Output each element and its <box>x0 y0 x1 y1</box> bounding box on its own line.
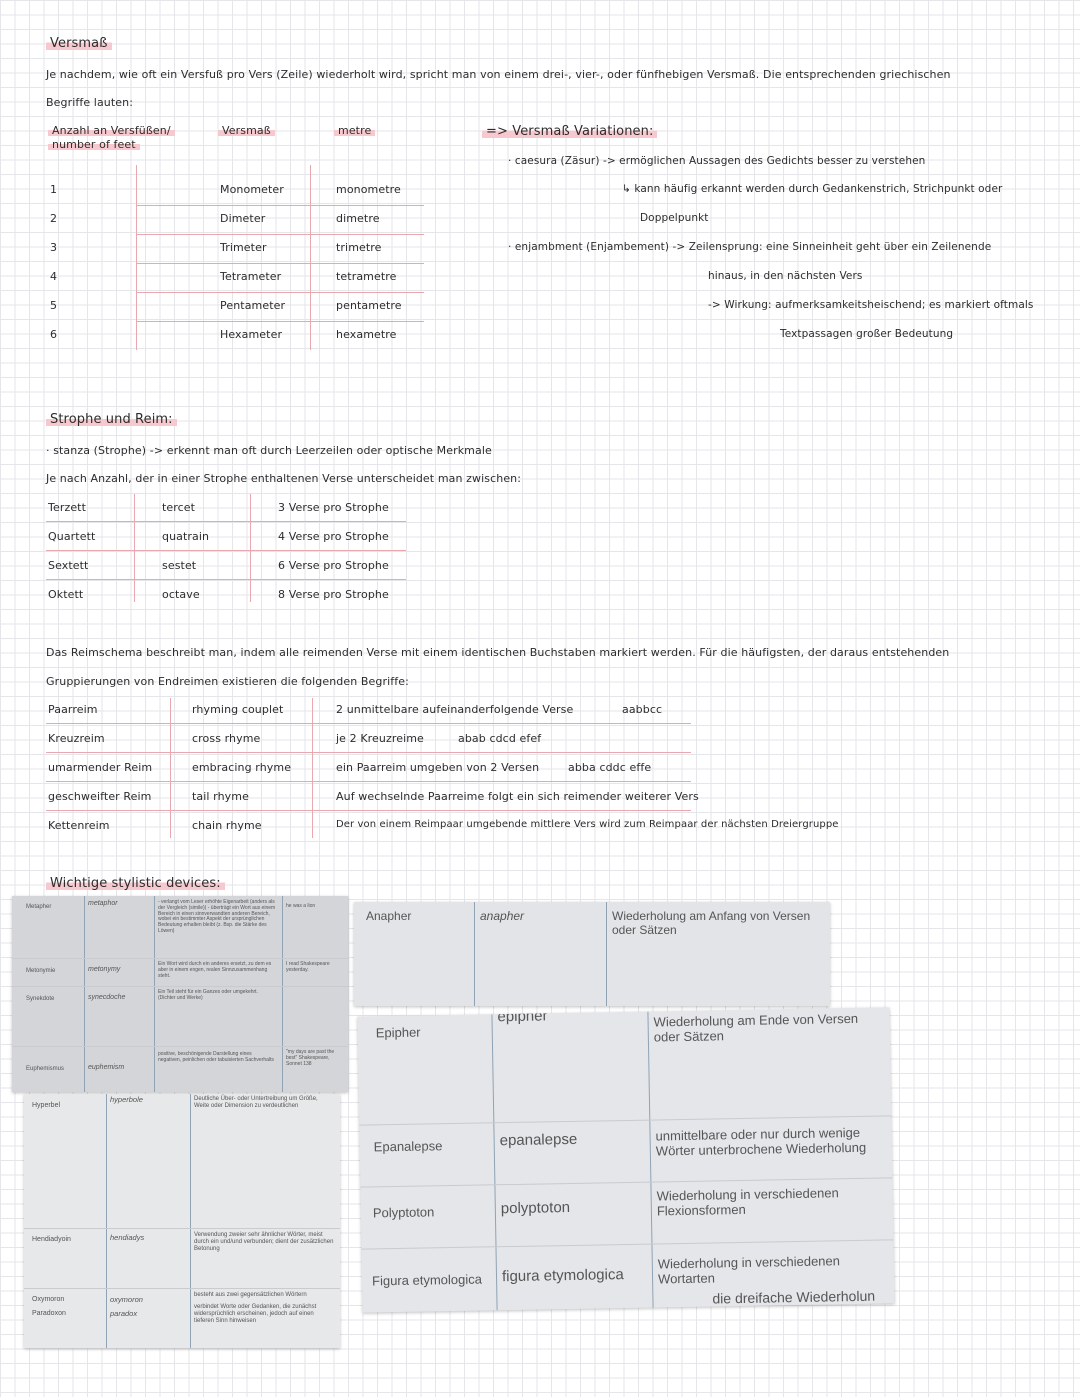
versmass-de: Trimeter <box>220 241 267 254</box>
photo1-example: he was a lion <box>286 903 316 909</box>
photo3-en: epanalepse <box>499 1130 578 1150</box>
photo4-desc: Verwendung zweier sehr ähnlicher Wörter, meist durch ein und/und verbunden; dient der zusätzlichen Betonung <box>194 1232 334 1252</box>
photo4-desc: besteht aus zwei gegensätzlichen Wörtern <box>194 1292 307 1298</box>
photo4-desc: Deutliche Über- oder Untertreibung um Größe, Weite oder Dimension zu verdeutlichen <box>194 1096 318 1109</box>
versmass-de: Tetrameter <box>220 270 282 283</box>
versmass-count: 2 <box>50 212 58 225</box>
versmass-en: hexametre <box>336 328 397 341</box>
photo4-en: hendiadys <box>110 1233 145 1242</box>
photo1-en: metaphor <box>88 900 118 907</box>
photo1-de: Metonymie <box>26 968 56 974</box>
photo4-de: Hendiadyoin <box>32 1236 71 1243</box>
photo3-de: Figura etymologica <box>371 1271 483 1289</box>
variationen-wirkung-note: Textpassagen großer Bedeutung <box>780 328 954 340</box>
reim-de: umarmender Reim <box>48 761 153 774</box>
variationen-caesura-note: ↳ kann häufig erkannt werden durch Gedankenstrich, Strichpunkt oder <box>622 183 1003 195</box>
versmass-table-divider <box>310 165 311 350</box>
photo-stilmittel-metaphor <box>12 896 348 1092</box>
photo4-de: Oxymoron <box>32 1296 65 1303</box>
strophe-desc: 3 Verse pro Strophe <box>278 501 389 514</box>
strophe-desc: 4 Verse pro Strophe <box>278 530 389 543</box>
photo1-en: synecdoche <box>88 994 126 1001</box>
versmass-en: dimetre <box>336 212 380 225</box>
photo1-example: I read Shakespeare yesterday. <box>286 961 330 973</box>
strophe-en: quatrain <box>162 530 210 543</box>
versmass-intro-line2: Begriffe lauten: <box>46 96 134 109</box>
reim-table-rule <box>46 723 691 724</box>
versmass-table-rule <box>136 292 424 293</box>
photo4-en: oxymoron <box>110 1295 143 1304</box>
photo1-desc: Ein Wort wird durch ein anderes ersetzt, zu dem es aber in einem engen, realen Sinnzusammenhang steht. <box>158 961 272 979</box>
versmass-table-rule <box>136 234 424 235</box>
photo-stilmittel-anapher <box>354 902 830 1006</box>
strophe-en: tercet <box>162 501 196 514</box>
strophe-en: octave <box>162 588 200 601</box>
strophe-table-divider <box>250 494 251 602</box>
versmass-table-rule <box>136 263 424 264</box>
strophe-de: Terzett <box>48 501 87 514</box>
variationen-caesura-note2: Doppelpunkt <box>640 212 709 224</box>
variationen-wirkung: -> Wirkung: aufmerksamkeitsheischend; es markiert oftmals <box>708 299 1034 311</box>
photo1-example: "my days are past the best" Shakespeare, Sonnet 138 <box>286 1049 335 1067</box>
versmass-en: tetrametre <box>336 270 397 283</box>
reim-en: cross rhyme <box>192 732 261 745</box>
reim-desc: je 2 Kreuzreime <box>336 732 424 745</box>
photo1-en: euphemism <box>88 1064 125 1071</box>
versmass-count: 5 <box>50 299 58 312</box>
reim-line1: Das Reimschema beschreibt man, indem alle reimenden Verse mit einem identischen Buchstaben markiert werden. Für die häufigsten, der daraus entstehenden <box>46 646 950 659</box>
reim-table-rule <box>46 810 691 811</box>
photo4-en: hyperbole <box>110 1095 143 1104</box>
variationen-enjambment: · enjambment (Enjambement) -> Zeilensprung: eine Sinneinheit geht über ein Zeilenende <box>508 241 992 253</box>
versmass-table-rule <box>136 205 424 206</box>
reim-desc: Auf wechselnde Paarreime folgt ein sich reimender weiterer Vers <box>336 790 699 803</box>
photo3-desc: Wiederholung am Ende von Versen oder Sätzen <box>653 1010 859 1045</box>
strophe-table-rule <box>46 579 406 580</box>
versmass-count: 3 <box>50 241 58 254</box>
versmass-count: 4 <box>50 270 58 283</box>
strophe-de: Quartett <box>48 530 96 543</box>
photo3-de: Polyptoton <box>372 1204 435 1221</box>
strophe-desc: 6 Verse pro Strophe <box>278 559 389 572</box>
stilmittel-heading: Wichtige stylistic devices: <box>46 876 225 891</box>
photo3-de: Epipher <box>375 1024 421 1041</box>
reim-de: Kreuzreim <box>48 732 105 745</box>
photo3-de: Epanalepse <box>373 1138 443 1155</box>
reim-de: Paarreim <box>48 703 98 716</box>
photo3-en: figura etymologica <box>501 1266 624 1286</box>
reim-en: tail rhyme <box>192 790 249 803</box>
photo3-en: epipher <box>497 1007 548 1026</box>
versmass-heading: Versmaß <box>46 36 112 51</box>
reim-scheme: abba cddc effe <box>568 761 652 774</box>
photo3-desc: unmittelbare oder nur durch wenige Wörter unterbrochene Wiederholung <box>655 1124 867 1159</box>
variationen-caesura: · caesura (Zäsur) -> ermöglichen Aussagen des Gedichts besser zu verstehen <box>508 155 926 167</box>
photo4-de: Hyperbel <box>32 1102 61 1109</box>
photo-stilmittel-epipher <box>357 1007 894 1312</box>
photo1-de: Metapher <box>26 904 52 910</box>
photo2-de: Anapher <box>366 909 412 923</box>
reim-scheme: abab cdcd efef <box>458 732 542 745</box>
reim-desc: 2 unmittelbare aufeinanderfolgende Verse <box>336 703 574 716</box>
reim-en: embracing rhyme <box>192 761 292 774</box>
photo1-desc: positive, beschönigende Darstellung eines negativen, peinlichen oder tabuisierten Sachverhalts <box>158 1051 274 1063</box>
reim-en: chain rhyme <box>192 819 262 832</box>
strophe-heading: Strophe und Reim: <box>46 412 177 427</box>
reim-en: rhyming couplet <box>192 703 284 716</box>
strophe-table-rule <box>46 550 406 551</box>
versmass-header-count: Anzahl an Versfüßen/ number of feet <box>48 124 175 152</box>
strophe-line1: · stanza (Strophe) -> erkennt man oft durch Leerzeilen oder optische Merkmale <box>46 444 492 457</box>
strophe-line2: Je nach Anzahl, der in einer Strophe enthaltenen Verse unterscheidet man zwischen: <box>46 472 522 485</box>
reim-de: Kettenreim <box>48 819 110 832</box>
variationen-heading: => Versmaß Variationen: <box>482 124 657 139</box>
versmass-de: Monometer <box>220 183 284 196</box>
strophe-table-divider <box>134 494 135 602</box>
reim-desc: Der von einem Reimpaar umgebende mittlere Vers wird zum Reimpaar der nächsten Dreiergruppe <box>336 819 839 830</box>
reim-desc: ein Paarreim umgeben von 2 Versen <box>336 761 540 774</box>
photo3-footer: die dreifache Wiederholun <box>712 1287 876 1307</box>
photo-stilmittel-hyperbel <box>24 1094 340 1348</box>
versmass-en: pentametre <box>336 299 402 312</box>
versmass-en: trimetre <box>336 241 382 254</box>
versmass-de: Dimeter <box>220 212 266 225</box>
versmass-count: 6 <box>50 328 58 341</box>
variationen-enjambment-note: hinaus, in den nächsten Vers <box>708 270 863 282</box>
photo2-desc: Wiederholung am Anfang von Versen oder Sätzen <box>612 909 811 937</box>
photo1-de: Euphemismus <box>26 1066 65 1072</box>
versmass-table-rule <box>136 321 424 322</box>
photo1-de: Synekdote <box>26 996 55 1002</box>
photo3-desc: Wiederholung in verschiedenen Flexionsformen <box>656 1185 839 1219</box>
photo4-de: Paradoxon <box>32 1310 66 1317</box>
reim-table-divider <box>312 698 313 838</box>
photo1-en: metonymy <box>88 966 121 973</box>
reim-de: geschweifter Reim <box>48 790 152 803</box>
strophe-de: Oktett <box>48 588 84 601</box>
photo3-desc: Wiederholung in verschiedenen Wortarten <box>657 1253 841 1287</box>
reim-table-rule <box>46 752 691 753</box>
strophe-desc: 8 Verse pro Strophe <box>278 588 389 601</box>
versmass-en: monometre <box>336 183 401 196</box>
reim-table-rule <box>46 781 691 782</box>
photo3-en: polyptoton <box>500 1198 571 1218</box>
reim-scheme: aabbcc <box>622 703 663 716</box>
versmass-header-metre: metre <box>334 124 375 137</box>
photo4-en: paradox <box>110 1309 138 1318</box>
strophe-table-rule <box>46 521 406 522</box>
versmass-table-divider <box>136 165 137 350</box>
photo4-desc: verbindet Worte oder Gedanken, die zunächst widersprüchlich erscheinen, jedoch auf einen tieferen Sinn hinweisen <box>194 1304 317 1324</box>
photo1-desc: Ein Teil steht für ein Ganzes oder umgekehrt. (Dichter und Werke) <box>158 989 258 1001</box>
photo2-en: anapher <box>480 909 525 923</box>
reim-line2: Gruppierungen von Endreimen existieren die folgenden Begriffe: <box>46 675 409 688</box>
strophe-de: Sextett <box>48 559 89 572</box>
strophe-en: sestet <box>162 559 197 572</box>
photo1-desc: - verlangt vom Leser erhöhte Eigenarbeit (anders als der Vergleich (simile)) - überträgt ein Wort aus einem Bereich in einen sinnverwandten anderen Bereich, wobei ein bestimmter Aspekt der ursprünglichen Bedeutung erhalten bleibt (z. Bsp. die Stärke des Löwen) <box>158 899 276 934</box>
versmass-de: Pentameter <box>220 299 286 312</box>
versmass-header-versmass: Versmaß <box>218 124 275 137</box>
reim-table-divider <box>170 698 171 838</box>
versmass-intro-line1: Je nachdem, wie oft ein Versfuß pro Vers (Zeile) wiederholt wird, spricht man von einem drei-, vier-, oder fünfhebigen Versmaß. Die entsprechenden griechischen <box>46 68 951 81</box>
versmass-count: 1 <box>50 183 58 196</box>
versmass-de: Hexameter <box>220 328 283 341</box>
